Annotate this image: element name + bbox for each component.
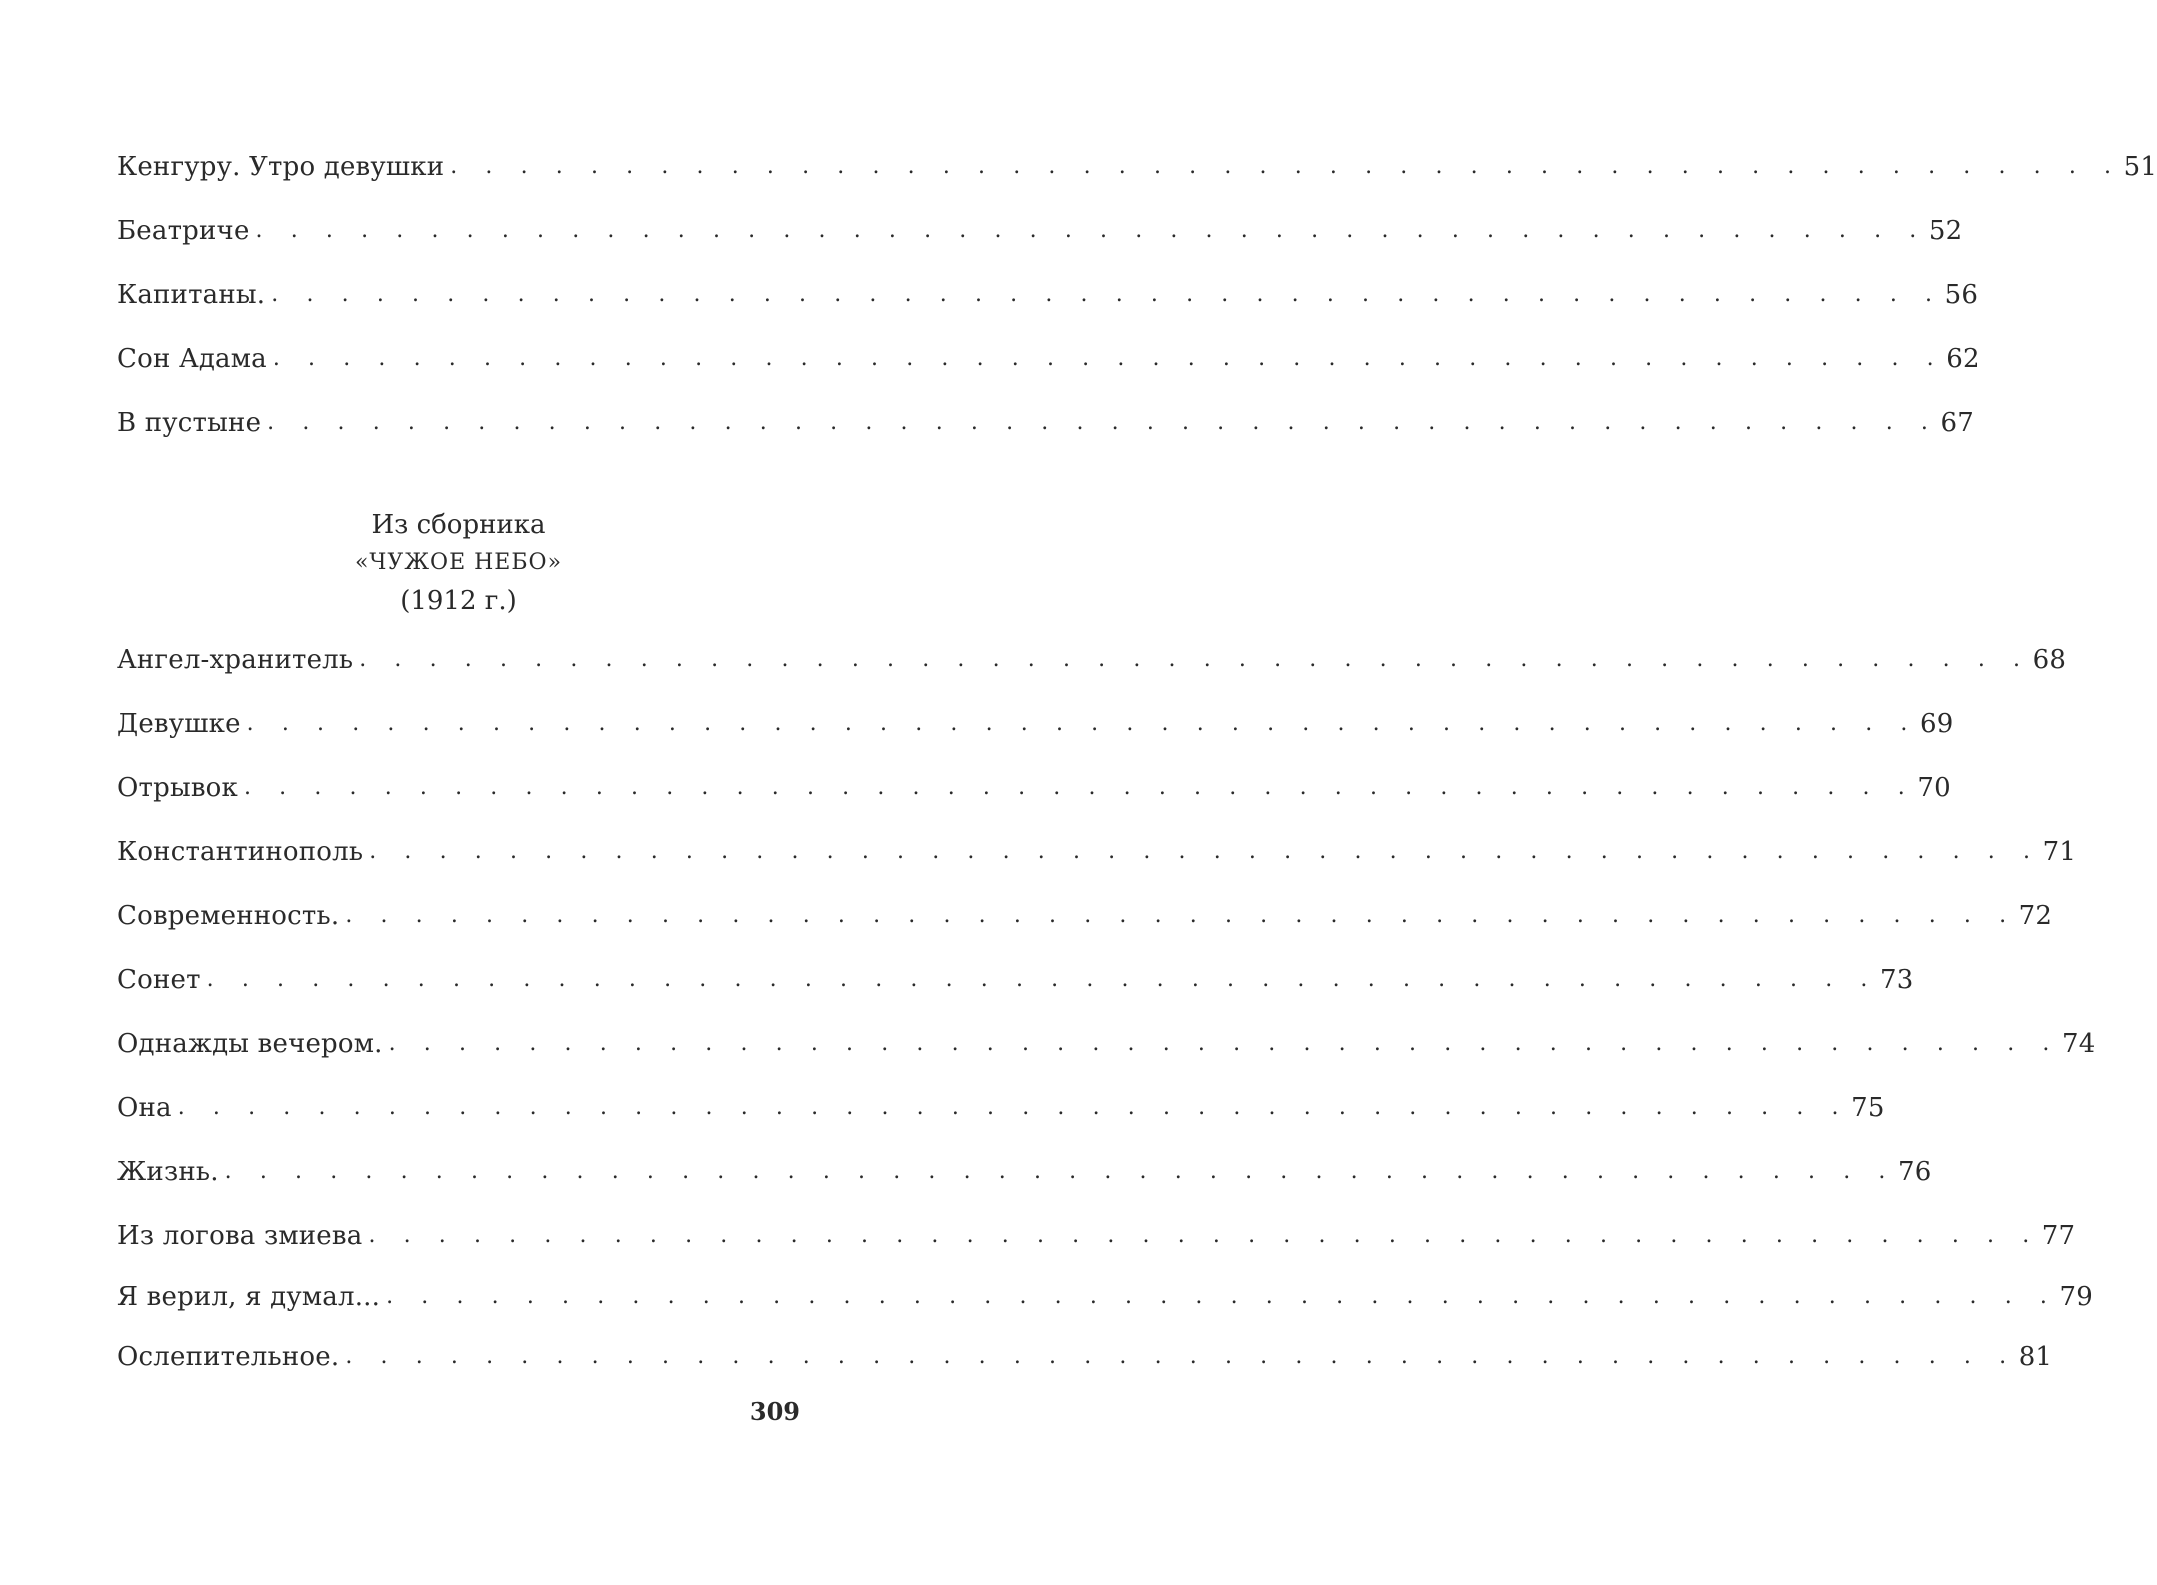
- toc-entry-page: 73: [1880, 965, 1914, 995]
- toc-entry-page: 75: [1851, 1093, 1885, 1123]
- dot-leader: . . . . . . . . . . . . . . . . . . . . . . . . . . . . . . . . . . . . . . . . . . . . . . . .: [267, 410, 1939, 435]
- toc-list-bottom: [117, 643, 2096, 1401]
- toc-entry: [117, 1091, 1885, 1155]
- toc-entry: [117, 1027, 2096, 1091]
- toc-entry-page: 67: [1940, 408, 1974, 438]
- toc-entry-title: Она: [117, 1091, 178, 1125]
- toc-entry-title: Жизнь.: [117, 1155, 225, 1189]
- toc-entry-title: Ослепительное.: [117, 1340, 345, 1374]
- toc-list-top: [117, 150, 2157, 470]
- dot-leader: . . . . . . . . . . . . . . . . . . . . . . . . . . . . . . . . . . . . . . . . . . . . . . . .: [206, 967, 1879, 992]
- page-number: 309: [749, 1397, 800, 1426]
- section-heading-line: Из сборника: [371, 510, 546, 540]
- toc-entry: [117, 963, 1914, 1027]
- toc-entry-title: Из логова змиева: [117, 1219, 368, 1253]
- toc-entry-title: Сонет: [117, 963, 207, 997]
- toc-entry-page: 68: [2032, 645, 2067, 675]
- toc-entry-title: Сон Адама: [117, 342, 273, 376]
- toc-entry: [117, 1280, 2093, 1341]
- toc-entry-page: 76: [1898, 1157, 1932, 1187]
- dot-leader: . . . . . . . . . . . . . . . . . . . . . . . . . . . . . . . . . . . . . . . . . . . . . . . .: [345, 1344, 2017, 1369]
- toc-entry: [117, 771, 1951, 835]
- toc-entry-page: 52: [1928, 216, 1963, 246]
- toc-entry-title: В пустыне: [117, 406, 267, 440]
- toc-entry-page: 79: [2059, 1281, 2093, 1312]
- toc-entry: [117, 278, 1979, 342]
- toc-entry: [117, 342, 1980, 406]
- toc-entry-page: 81: [2018, 1342, 2053, 1372]
- toc-entry: [117, 707, 1954, 771]
- dot-leader: . . . . . . . . . . . . . . . . . . . . . . . . . . . . . . . . . . . . . . . . . . . . . . . .: [246, 711, 1919, 736]
- toc-entry-page: 71: [2042, 837, 2077, 867]
- toc-entry-title: Я верил, я думал...: [117, 1280, 386, 1314]
- toc-entry: [117, 1219, 2076, 1280]
- dot-leader: . . . . . . . . . . . . . . . . . . . . . . . . . . . . . . . . . . . . . . . . . . . . . . . .: [243, 775, 1916, 800]
- dot-leader: . . . . . . . . . . . . . . . . . . . . . . . . . . . . . . . . . . . . . . . . . . . . . . . .: [368, 1223, 2040, 1248]
- dot-leader: . . . . . . . . . . . . . . . . . . . . . . . . . . . . . . . . . . . . . . . . . . . . . . . .: [369, 839, 2041, 864]
- toc-entry-title: Однажды вечером.: [117, 1027, 389, 1061]
- dot-leader: . . . . . . . . . . . . . . . . . . . . . . . . . . . . . . . . . . . . . . . . . . . . . . . .: [359, 647, 2031, 672]
- toc-entry-page: 72: [2018, 901, 2053, 931]
- toc-entry-page: 62: [1946, 344, 1980, 374]
- dot-leader: . . . . . . . . . . . . . . . . . . . . . . . . . . . . . . . . . . . . . . . . . . . . . . . .: [386, 1283, 2058, 1309]
- toc-entry: [117, 1340, 2053, 1401]
- toc-entry-page: 56: [1944, 280, 1979, 310]
- toc-entry-page: 74: [2061, 1029, 2096, 1059]
- toc-entry-title: Девушке: [117, 707, 247, 741]
- toc-entry-page: 77: [2041, 1221, 2076, 1251]
- toc-entry: [117, 643, 2067, 707]
- toc-entry-title: Современность.: [117, 899, 345, 933]
- toc-entry-page: 70: [1917, 773, 1951, 803]
- dot-leader: . . . . . . . . . . . . . . . . . . . . . . . . . . . . . . . . . . . . . . . . . . . . . . . .: [345, 903, 2017, 928]
- toc-entry: [117, 1155, 1932, 1219]
- dot-leader: . . . . . . . . . . . . . . . . . . . . . . . . . . . . . . . . . . . . . . . . . . . . . . . .: [224, 1159, 1897, 1184]
- toc-entry-title: Беатриче: [117, 214, 256, 248]
- toc-entry-page: 69: [1920, 709, 1954, 739]
- toc-entry-title: Ангел-хранитель: [117, 643, 359, 677]
- collection-year: (1912 г.): [400, 586, 517, 616]
- dot-leader: . . . . . . . . . . . . . . . . . . . . . . . . . . . . . . . . . . . . . . . . . . . . . . . .: [450, 154, 2122, 179]
- dot-leader: . . . . . . . . . . . . . . . . . . . . . . . . . . . . . . . . . . . . . . . . . . . . . . . .: [177, 1095, 1850, 1120]
- toc-entry-page: 51: [2123, 152, 2157, 182]
- section-heading: [117, 506, 800, 620]
- collection-title: «ЧУЖОЕ НЕБО»: [354, 550, 563, 575]
- toc-entry: [117, 406, 1974, 470]
- toc-entry-title: Отрывок: [117, 771, 244, 805]
- toc-entry: [117, 150, 2157, 214]
- toc-entry-title: Константинополь: [117, 835, 369, 869]
- dot-leader: . . . . . . . . . . . . . . . . . . . . . . . . . . . . . . . . . . . . . . . . . . . . . . . .: [272, 346, 1945, 371]
- toc-entry: [117, 899, 2053, 963]
- dot-leader: . . . . . . . . . . . . . . . . . . . . . . . . . . . . . . . . . . . . . . . . . . . . . . . .: [271, 282, 1943, 307]
- dot-leader: . . . . . . . . . . . . . . . . . . . . . . . . . . . . . . . . . . . . . . . . . . . . . . . .: [388, 1031, 2060, 1056]
- toc-entry: [117, 835, 2077, 899]
- toc-entry-title: Капитаны.: [117, 278, 271, 312]
- toc-entry: [117, 214, 1963, 278]
- dot-leader: . . . . . . . . . . . . . . . . . . . . . . . . . . . . . . . . . . . . . . . . . . . . . . . .: [255, 218, 1927, 243]
- toc-entry-title: Кенгуру. Утро девушки: [117, 150, 450, 184]
